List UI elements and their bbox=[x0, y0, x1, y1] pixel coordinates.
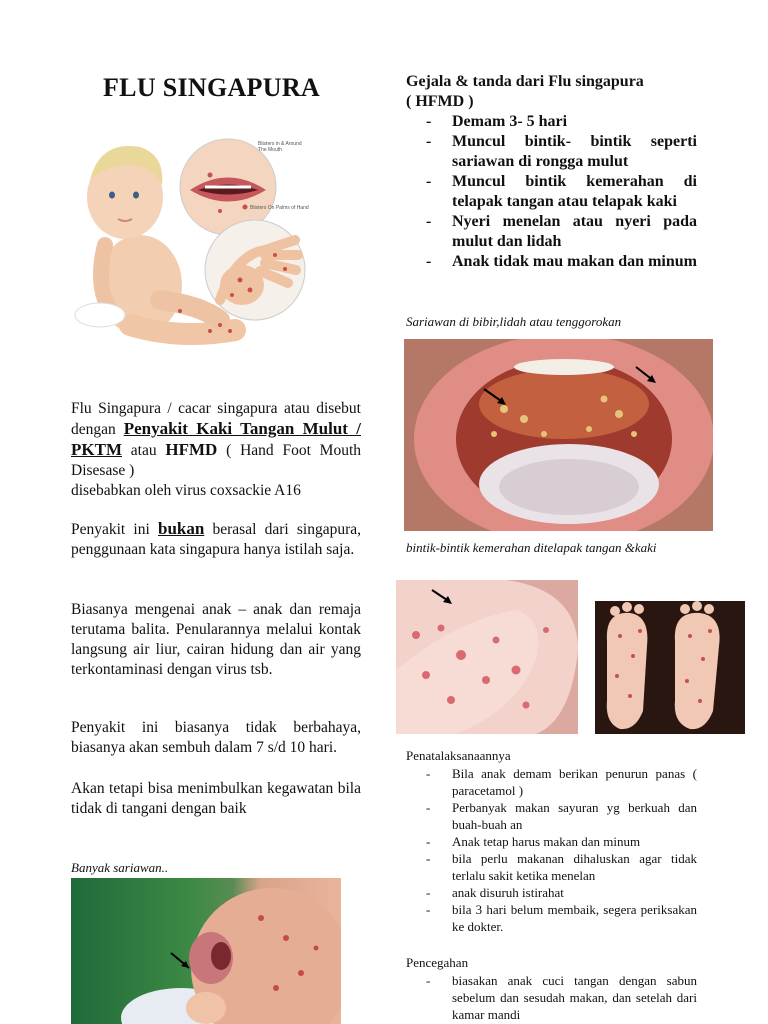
symptom-item: - Nyeri menelan atau nyeri pada mulut dan lidah bbox=[406, 212, 697, 252]
caption-banyak-sariawan: Banyak sariawan.. bbox=[71, 860, 169, 875]
photo-hand-spots bbox=[396, 580, 578, 734]
treatment-item: - Anak tetap harus makan dan minum bbox=[406, 833, 697, 850]
mouth-inset-label: Blisters in & Around The Mouth bbox=[258, 141, 302, 153]
hfmd-illustration bbox=[70, 135, 310, 355]
treatment-item: - Bila anak demam berikan penurun panas ( paracetamol ) bbox=[406, 765, 697, 799]
photo-mouth-ulcers bbox=[404, 339, 713, 531]
symptom-item: - Demam 3- 5 hari bbox=[406, 112, 697, 132]
cause-text: disebabkan oleh virus coxsackie A16 bbox=[71, 482, 301, 499]
treatment-item: - bila 3 hari belum membaik, segera periksakan ke dokter. bbox=[406, 901, 697, 935]
page-title: FLU SINGAPURA bbox=[103, 73, 320, 102]
treatment-title: Penatalaksanaannya bbox=[406, 748, 511, 763]
disease-name-hfmd: HFMD bbox=[165, 440, 218, 459]
prevention-list bbox=[406, 972, 697, 1023]
treatment-item: - anak disuruh istirahat bbox=[406, 884, 697, 901]
palm-inset-label: Blisters On Palms of Hand bbox=[250, 205, 309, 211]
caption-mouth-sores: Sariawan di bibir,lidah atau tenggorokan bbox=[406, 314, 622, 329]
bukan-emphasis: bukan bbox=[157, 519, 205, 538]
symptom-item: - Anak tidak mau makan dan minum bbox=[406, 252, 697, 272]
intro-paragraph-5: Akan tetapi bisa menimbulkan kegawatan bila tidak di tangani dengan baik bbox=[71, 780, 361, 817]
prevention-title: Pencegahan bbox=[406, 955, 469, 970]
intro-paragraph-3: Biasanya mengenai anak – anak dan remaja terutama balita. Penularannya melalui kontak langsung air liur, cairan hidung dan air yang terkontaminasi dengan virus tsb. bbox=[71, 601, 361, 678]
symptoms-list bbox=[406, 112, 697, 272]
treatment-item: - bila perlu makanan dihaluskan agar tidak terlalu sakit ketika menelan bbox=[406, 850, 697, 884]
intro-paragraph-2: Penyakit ini bukan berasal dari singapura, penggunaan kata singapura hanya istilah saja. bbox=[71, 519, 361, 558]
caption-hand-foot-spots: bintik-bintik kemerahan ditelapak tangan &kaki bbox=[406, 540, 657, 555]
disease-name-pktm: Penyakit Kaki Tangan Mulut / PKTM bbox=[71, 419, 361, 459]
treatment-list bbox=[406, 765, 697, 935]
treatment-item: - Perbanyak makan sayuran yg berkuah dan buah-buah an bbox=[406, 799, 697, 833]
intro-paragraph-1: Flu Singapura / cacar singapura atau disebut dengan Penyakit Kaki Tangan Mulut / PKTM atau HFMD ( Hand Foot Mouth Disesase ) disebabkan oleh virus coxsackie A16 bbox=[71, 400, 361, 499]
intro-paragraph-4: Penyakit ini biasanya tidak berbahaya, biasanya akan sembuh dalam 7 s/d 10 hari. bbox=[71, 719, 361, 756]
symptom-item: - Muncul bintik- bintik seperti sariawan di rongga mulut bbox=[406, 132, 697, 172]
photo-feet-spots bbox=[595, 601, 745, 734]
symptom-item: - Muncul bintik kemerahan di telapak tangan atau telapak kaki bbox=[406, 172, 697, 212]
symptoms-heading: Gejala & tanda dari Flu singapura ( HFMD ) bbox=[406, 73, 644, 110]
photo-child-mouth-sores bbox=[71, 878, 341, 1024]
prevention-item: - biasakan anak cuci tangan dengan sabun sebelum dan sesudah makan, dan setelah dari kamar mandi bbox=[406, 972, 697, 1023]
